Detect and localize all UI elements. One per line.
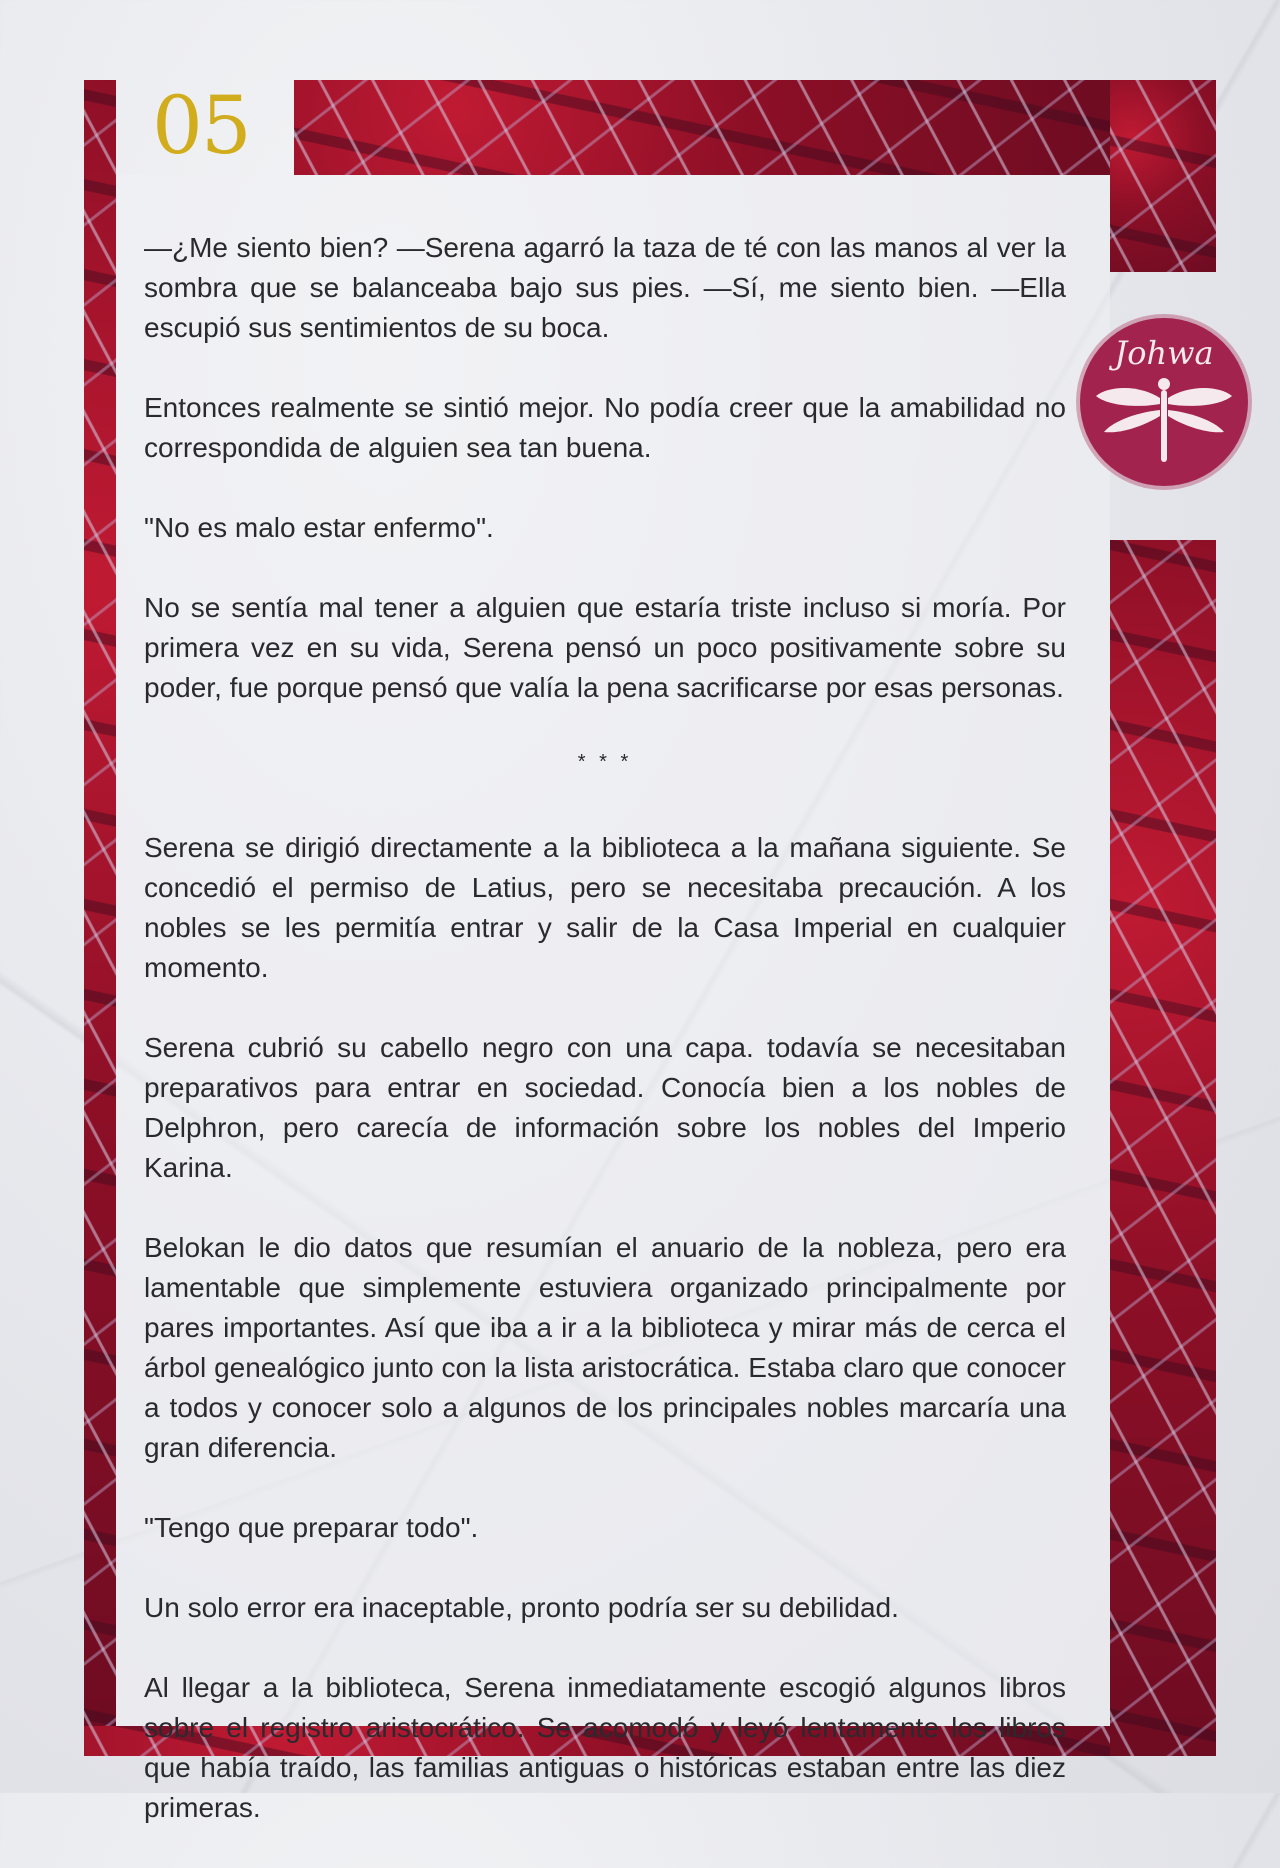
- dragonfly-icon: [1080, 376, 1248, 476]
- paragraph: Un solo error era inaceptable, pronto podría ser su debilidad.: [144, 1592, 899, 1623]
- paragraph: "Tengo que preparar todo".: [144, 1512, 479, 1543]
- page-number: 05: [152, 79, 250, 172]
- paragraph: —¿Me siento bien? —Serena agarró la taza de té con las manos al ver la sombra que se balanceaba bajo sus pies. —Sí, me siento bien. —Ella escupió sus sentimientos de su boca.: [144, 232, 1066, 343]
- paragraph: Entonces realmente se sintió mejor. No podía creer que la amabilidad no correspondida de alguien sea tan buena.: [144, 392, 1066, 463]
- marble-border-top: [294, 80, 1110, 175]
- marble-border-right: [1110, 540, 1216, 1756]
- paragraph: Al llegar a la biblioteca, Serena inmediatamente escogió algunos libros sobre el registro aristocrático. Se acomodó y leyó lentamente los libros que había traído, las familias antiguas o históricas estaban entre las diez primeras.: [144, 1672, 1066, 1823]
- marble-border-left: [84, 80, 116, 1756]
- paragraph: Belokan le dio datos que resumían el anuario de la nobleza, pero era lamentable que simplemente estuviera organizado principalmente por pares importantes. Así que iba a ir a la biblioteca y mirar más de cerca el árbol genealógico junto con la lista aristocrática. Estaba claro que conocer a todos y conocer solo a algunos de los principales nobles marcaría una gran diferencia.: [144, 1232, 1066, 1463]
- logo-text: Johwa: [1114, 334, 1214, 372]
- paragraph: Serena se dirigió directamente a la biblioteca a la mañana siguiente. Se concedió el permiso de Latius, pero se necesitaba precaución. A los nobles se les permitía entrar y salir de la Casa Imperial en cualquier momento.: [144, 832, 1066, 983]
- scene-separator: * * *: [577, 751, 633, 773]
- marble-border-right-top: [1110, 80, 1216, 272]
- johwa-logo: [1080, 318, 1248, 486]
- paragraph: Serena cubrió su cabello negro con una capa. todavía se necesitaban preparativos para entrar en sociedad. Conocía bien a los nobles de Delphron, pero carecía de información sobre los nobles del Imperio Karina.: [144, 1032, 1066, 1183]
- chapter-text: [144, 228, 1066, 1868]
- paragraph: No se sentía mal tener a alguien que estaría triste incluso si moría. Por primera vez en su vida, Serena pensó un poco positivamente sobre su poder, fue porque pensó que valía la pena sacrificarse por esas personas.: [144, 592, 1066, 703]
- paragraph: "No es malo estar enfermo".: [144, 512, 494, 543]
